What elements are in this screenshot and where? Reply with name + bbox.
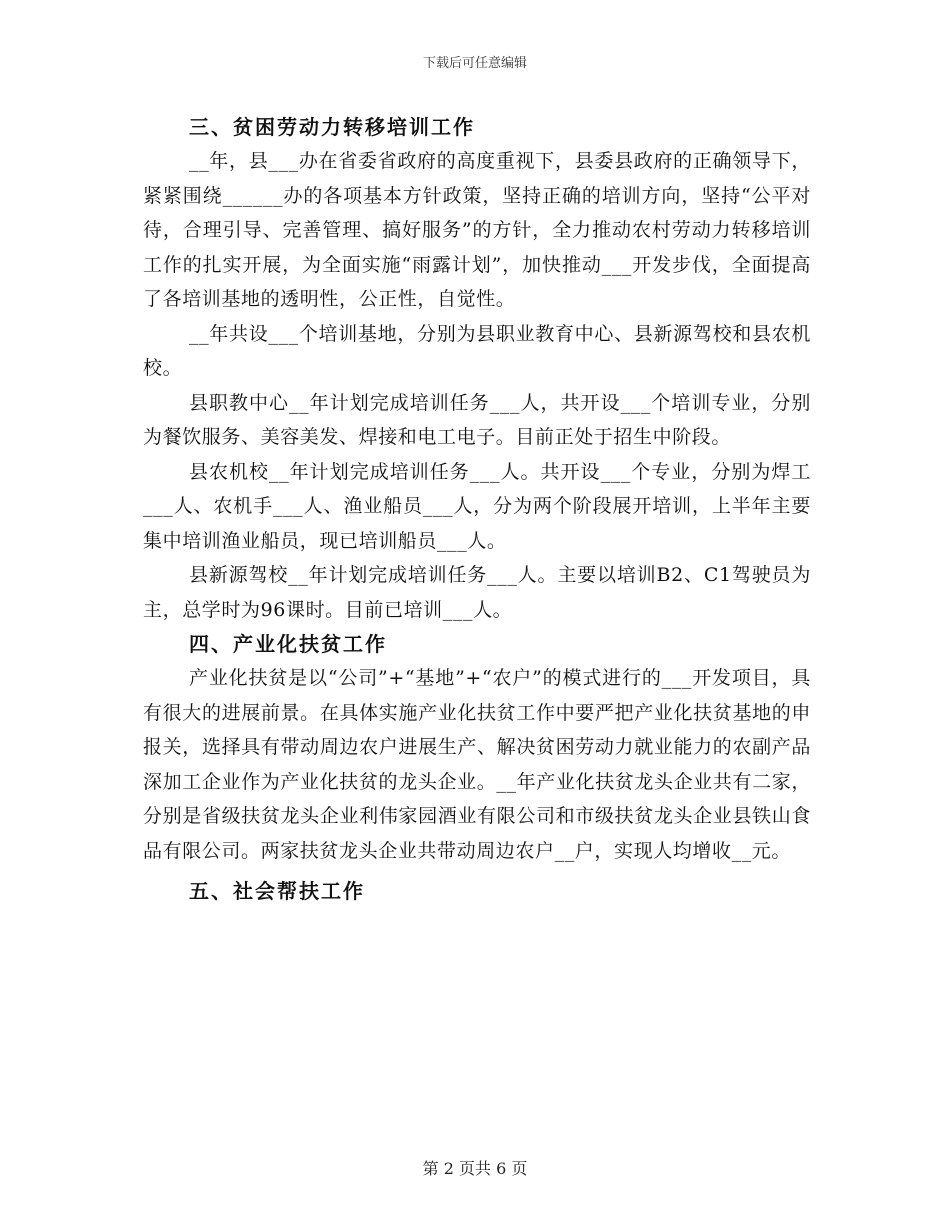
- section-3-paragraph-3: 县职教中心__年计划完成培训任务___人，共开设___个培训专业，分别为餐饮服务、美容美发、焊接和电工电子。目前正处于招生中阶段。: [143, 391, 811, 448]
- section-4-heading: 四、产业化扶贫工作: [189, 632, 387, 656]
- section-3-paragraph-1: __年，县___办在省委省政府的高度重视下，县委县政府的正确领导下，紧紧围绕______办的各项基本方针政策，坚持正确的培训方向，坚持“公平对待，合理引导、完善管理、搞好服务”的方针，全力推动农村劳动力转移培训工作的扎实开展，为全面实施“雨露计划”，加快推动___开发步伐，全面提高了各培训基地的透明性，公正性，自觉性。: [143, 150, 811, 310]
- section-5-heading: 五、社会帮扶工作: [189, 879, 365, 903]
- section-3-paragraph-2: __年共设___个培训基地，分别为县职业教育中心、县新源驾校和县农机校。: [143, 322, 811, 379]
- section-4-paragraph-1: 产业化扶贫是以“公司”+“基地”+“农户”的模式进行的___开发项目，具有很大的进展前景。在具体实施产业化扶贫工作中要严把产业化扶贫基地的申报关，选择具有带动周边农户进展生产、解决贫困劳动力就业能力的农副产品深加工企业作为产业化扶贫的龙头企业。__年产业化扶贫龙头企业共有二家，分别是省级扶贫龙头企业利伟家园酒业有限公司和市级扶贫龙头企业县铁山食品有限公司。两家扶贫龙头企业共带动周边农户__户，实现人均增收__元。: [143, 667, 811, 862]
- page-header: 下载后可任意编辑: [422, 56, 527, 71]
- document-body: [143, 110, 811, 908]
- section-3-paragraph-4: 县农机校__年计划完成培训任务___人。共开设___个专业，分别为焊工___人、农机手___人、渔业船员___人，分为两个阶段展开培训，上半年主要集中培训渔业船员，现已培训船员___人。: [143, 460, 811, 552]
- page-footer: 第 2 页共 6 页: [422, 1159, 528, 1178]
- section-3-paragraph-5: 县新源驾校__年计划完成培训任务___人。主要以培训B2、C1驾驶员为主，总学时为96课时。目前已培训___人。: [143, 564, 811, 621]
- section-3-heading: 三、贫困劳动力转移培训工作: [189, 115, 475, 139]
